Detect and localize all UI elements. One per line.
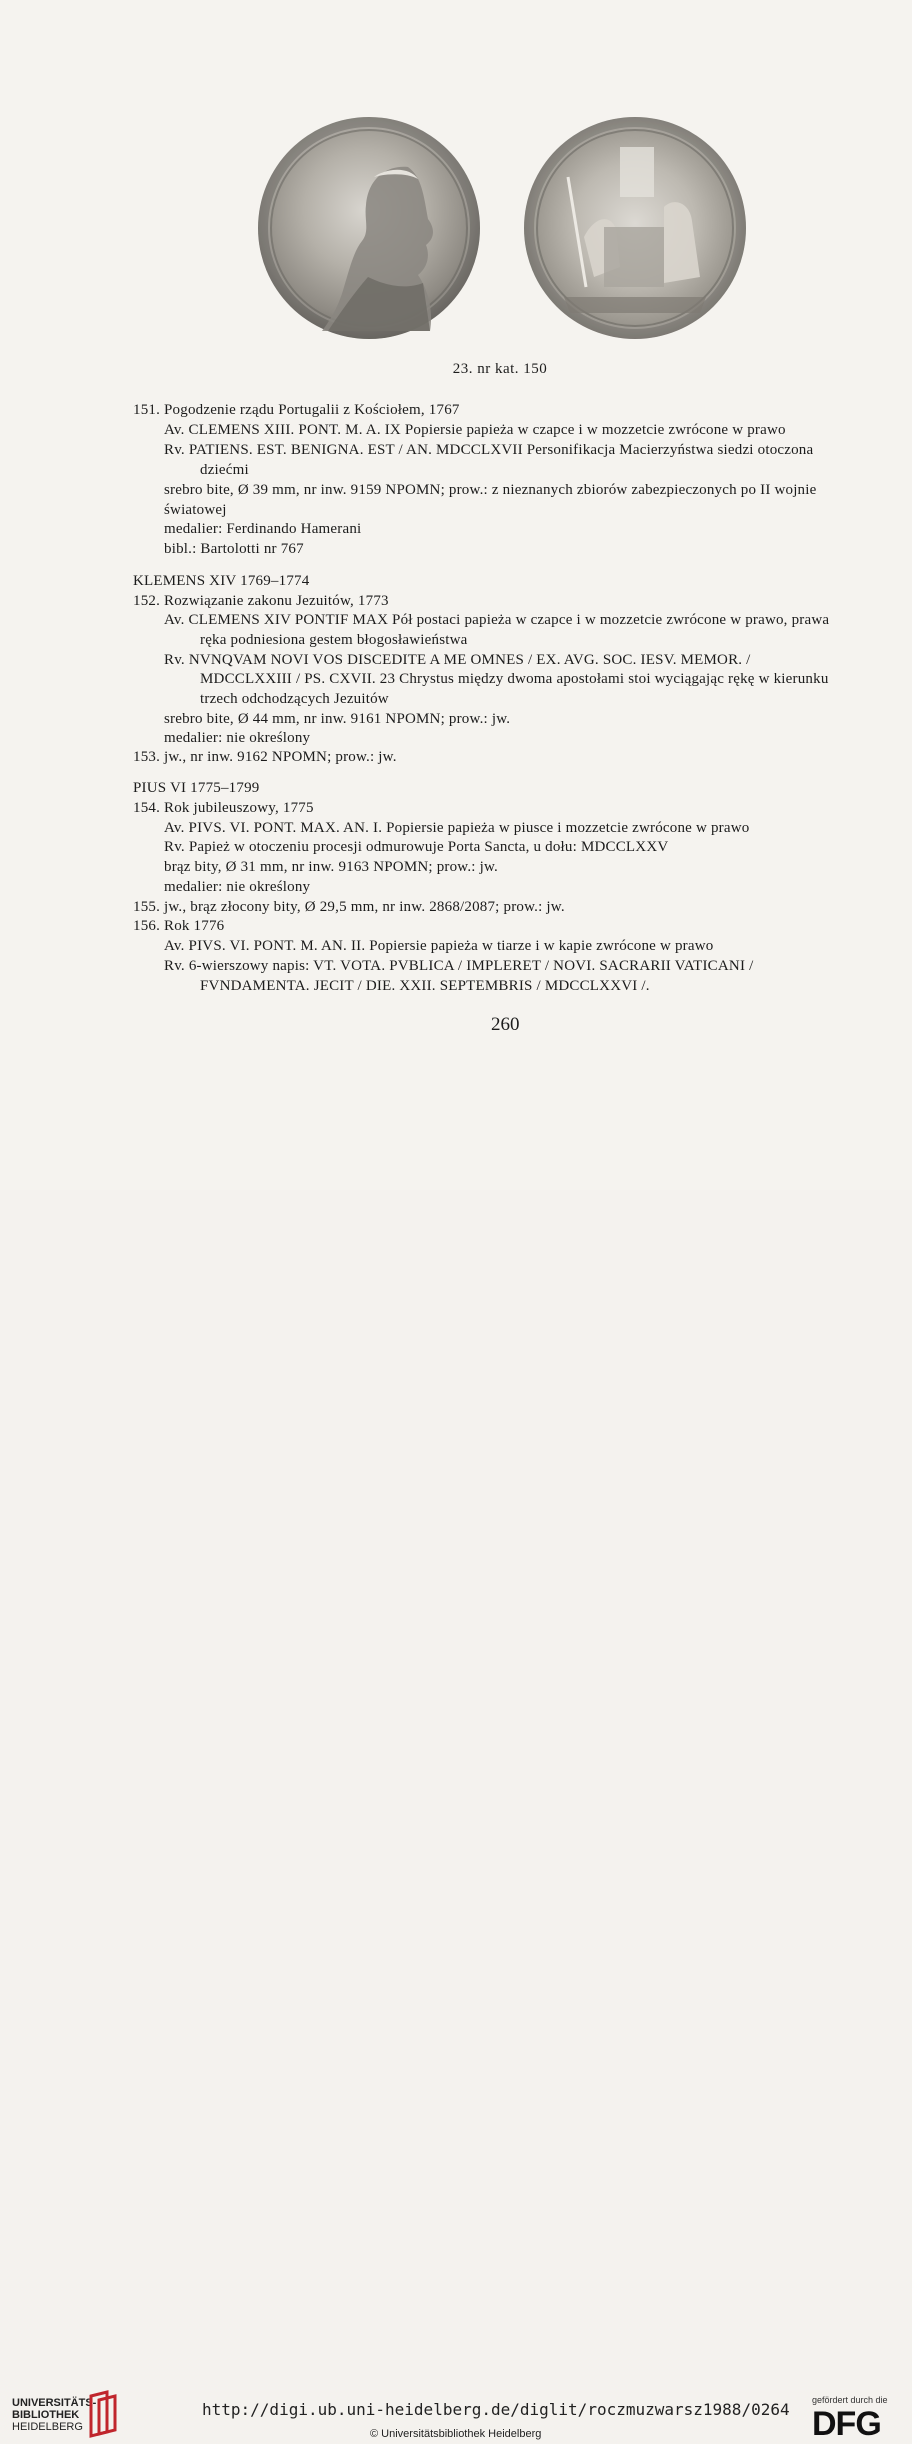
entry-152-obverse-cont: ręka podniesiona gestem błogosławieństwa [200, 632, 468, 648]
section-heading-klemens-xiv: KLEMENS XIV 1769–1774 [133, 573, 310, 589]
viewer-footer [0, 1190, 912, 2443]
entry-154-title: 154. Rok jubileuszowy, 1775 [133, 800, 314, 816]
ub-logo-line1: UNIVERSITÄTS- [12, 2397, 97, 2409]
entry-152-reverse: Rv. NVNQVAM NOVI VOS DISCEDITE A ME OMNES / EX. AVG. SOC. IESV. MEMOR. / [164, 652, 751, 668]
entry-152-title: 152. Rozwiązanie zakonu Jezuitów, 1773 [133, 593, 389, 609]
entry-151-reverse: Rv. PATIENS. EST. BENIGNA. EST / AN. MDCCLXVII Personifikacja Macierzyństwa siedzi otoczona [164, 442, 814, 458]
entry-154-obverse: Av. PIVS. VI. PONT. MAX. AN. I. Popiersie papieża w piusce i mozzetcie zwrócone w prawo [164, 820, 750, 836]
document-page [0, 0, 912, 1190]
figure-caption: 23. nr kat. 150 [452, 361, 548, 377]
entry-151-obverse: Av. CLEMENS XIII. PONT. M. A. IX Popiersie papieża w czapce i w mozzetcie zwrócone w prawo [164, 422, 786, 438]
ub-heidelberg-logo-icon [85, 2390, 125, 2438]
entry-151-bibliography: bibl.: Bartolotti nr 767 [164, 541, 304, 557]
entry-156-reverse-cont: FVNDAMENTA. JECIT / DIE. XXII. SEPTEMBRIS / MDCCLXXVI /. [200, 978, 650, 994]
ub-heidelberg-logo-text[interactable] [12, 2397, 96, 2433]
entry-154-reverse: Rv. Papież w otoczeniu procesji odmurowuje Porta Sancta, u dołu: MDCCLXXV [164, 839, 669, 855]
entry-156-obverse: Av. PIVS. VI. PONT. M. AN. II. Popiersie papieża w tiarze i w kapie zwrócone w prawo [164, 938, 714, 954]
entry-152-reverse-cont2: trzech odchodzących Jezuitów [200, 691, 389, 707]
entry-153: 153. jw., nr inw. 9162 NPOMN; prow.: jw. [133, 749, 397, 765]
entry-151-title: 151. Pogodzenie rządu Portugalii z Kościołem, 1767 [133, 402, 460, 418]
permalink-url[interactable]: http://digi.ub.uni-heidelberg.de/diglit/roczmuzwarsz1988/0264 [202, 2400, 790, 2419]
medal-reverse-image [524, 117, 746, 339]
section-heading-pius-vi: PIUS VI 1775–1799 [133, 780, 260, 796]
entry-151-reverse-cont: dziećmi [200, 462, 249, 478]
copyright-notice: © Universitätsbibliothek Heidelberg [370, 2428, 542, 2440]
entry-156-title: 156. Rok 1776 [133, 918, 225, 934]
dfg-funding-label: gefördert durch die [812, 2395, 888, 2405]
medal-obverse-image [258, 117, 480, 339]
entry-155: 155. jw., brąz złocony bity, Ø 29,5 mm, nr inw. 2868/2087; prow.: jw. [133, 899, 565, 915]
entry-154-medalist: medalier: nie określony [164, 879, 311, 895]
entry-152-material: srebro bite, Ø 44 mm, nr inw. 9161 NPOMN; prow.: jw. [164, 711, 511, 727]
entry-151-medalist: medalier: Ferdinando Hamerani [164, 521, 362, 537]
entry-152-obverse: Av. CLEMENS XIV PONTIF MAX Pół postaci papieża w czapce i w mozzetcie zwrócone w prawo, prawa [164, 612, 830, 628]
entry-154-material: brąz bity, Ø 31 mm, nr inw. 9163 NPOMN; prow.: jw. [164, 859, 499, 875]
entry-151-material-cont: światowej [164, 502, 227, 518]
page-number: 260 [491, 1014, 520, 1035]
ub-logo-line3: HEIDELBERG [12, 2421, 83, 2433]
entry-151-material: srebro bite, Ø 39 mm, nr inw. 9159 NPOMN; prow.: z nieznanych zbiorów zabezpieczonych po II wojnie [164, 482, 817, 498]
entry-156-reverse: Rv. 6-wierszowy napis: VT. VOTA. PVBLICA / IMPLERET / NOVI. SACRARII VATICANI / [164, 958, 754, 974]
ub-logo-line2: BIBLIOTHEK [12, 2409, 80, 2421]
entry-152-reverse-cont: MDCCLXXIII / PS. CXVII. 23 Chrystus między dwoma apostołami stoi wyciągając rękę w kierunku [200, 671, 829, 687]
dfg-logo[interactable]: DFG [812, 2405, 881, 2443]
entry-152-medalist: medalier: nie określony [164, 730, 311, 746]
